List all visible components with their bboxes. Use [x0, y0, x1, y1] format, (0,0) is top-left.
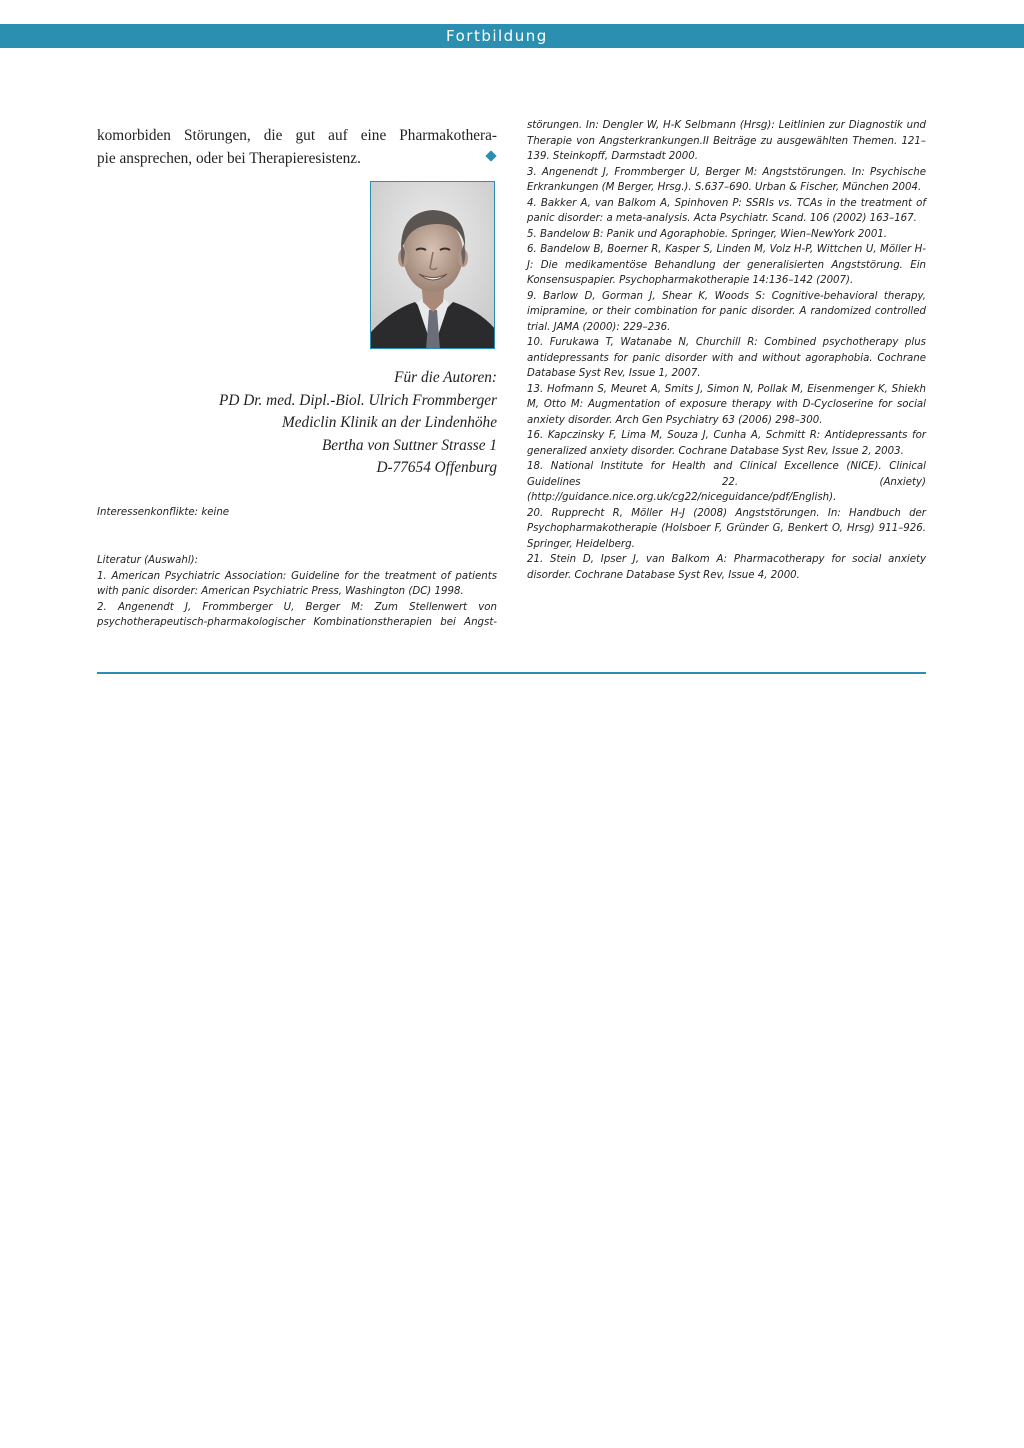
address-line: Für die Autoren: [394, 369, 497, 386]
reference-item: 18. National Institute for Health and Clinical Excellence (NICE). Clinical Guidelines 22. (Anxiety) (http://guidance.nice.org.uk/cg22/niceguidance/pdf/English). [527, 461, 926, 503]
reference-item: 13. Hofmann S, Meuret A, Smits J, Simon N, Pollak M, Eisenmenger K, Shiekh M, Otto M: Augmentation of exposure therapy with D-Cycloserine for social anxiety disorder. Arch Gen Psychiatry 63 (2006) 298–300. [527, 383, 926, 426]
literature-heading: Literatur (Auswahl): [97, 555, 199, 566]
left-column [97, 124, 497, 628]
conflict-of-interest: Interessenkonflikte: keine [97, 507, 230, 518]
header-bar [0, 24, 1024, 48]
body-line: komorbiden Störungen, die gut auf eine Pharmakothera- [97, 127, 497, 144]
reference-item: 2. Angenendt J, Frommberger U, Berger M: Zum Stellenwert von psychotherapeutisch-pharmakologischer Kombinationstherapien bei Angst- [97, 601, 497, 628]
section-title: Fortbildung [446, 27, 548, 45]
literature-left [97, 553, 497, 631]
reference-item: 6. Bandelow B, Boerner R, Kasper S, Linden M, Volz H-P, Wittchen U, Möller H-J: Die medikamentöse Behandlung der generalisierten Angststörung. Ein Konsensuspapier. Psychopharmakotherapie 14:136–142 (2007). [527, 244, 926, 286]
reference-item: 9. Barlow D, Gorman J, Shear K, Woods S: Cognitive-behavioral therapy, imipramine, or their combination for panic disorder. A randomized controlled trial. JAMA (2000): 229–236. [527, 290, 926, 333]
reference-item: 1. American Psychiatric Association: Guideline for the treatment of patients with panic disorder: American Psychiatric Press, Washington (DC) 1998. [97, 570, 497, 597]
footer-rule [97, 672, 926, 674]
end-of-article-diamond-icon [485, 150, 496, 161]
reference-item: 5. Bandelow B: Panik und Agoraphobie. Springer, Wien–NewYork 2001. [527, 228, 888, 240]
reference-item: störungen. In: Dengler W, H-K Selbmann (Hrsg): Leitlinien zur Diagnostik und Therapie von Angsterkrankungen.II Beiträge zu ausgewählten Themen. 121–139. Steinkopff, Darmstadt 2000. [527, 120, 926, 162]
author-address [97, 367, 497, 480]
body-last-line [97, 147, 497, 170]
reference-item: 3. Angenendt J, Frommberger U, Berger M: Angststörungen. In: Psychische Erkrankungen (M Berger, Hrsg.). S.637–690. Urban & Fischer, München 2004. [527, 166, 926, 193]
reference-item: 20. Rupprecht R, Möller H-J (2008) Angststörungen. In: Handbuch der Psychopharmakotherapie (Holsboer F, Gründer G, Benkert O, Hrsg) 911–926. Springer, Heidelberg. [527, 507, 926, 550]
body-line: pie ansprechen, oder bei Therapieresistenz. [97, 150, 361, 167]
reference-item: 10. Furukawa T, Watanabe N, Churchill R: Combined psychotherapy plus antidepressants for panic disorder with and without agoraphobia. Cochrane Database Syst Rev, Issue 1, 2007. [527, 337, 926, 379]
reference-item: 21. Stein D, Ipser J, van Balkom A: Pharmacotherapy for social anxiety disorder. Cochrane Database Syst Rev, Issue 4, 2000. [527, 554, 926, 581]
literature-right [527, 118, 926, 583]
portrait-illustration [371, 182, 495, 349]
reference-item: 16. Kapczinsky F, Lima M, Souza J, Cunha A, Schmitt R: Antidepressants for generalized anxiety disorder. Cochrane Database Syst Rev, Issue 2, 2003. [527, 430, 926, 457]
address-line: D-77654 Offenburg [376, 459, 497, 476]
address-line: Mediclin Klinik an der Lindenhöhe [282, 414, 497, 431]
author-photo [370, 181, 495, 349]
address-line: Bertha von Suttner Strasse 1 [321, 436, 497, 454]
address-line: PD Dr. med. Dipl.-Biol. Ulrich Frommberger [218, 391, 497, 409]
reference-item: 4. Bakker A, van Balkom A, Spinhoven P: SSRIs vs. TCAs in the treatment of panic disorder: a meta-analysis. Acta Psychiatr. Scand. 106 (2002) 163–167. [527, 197, 926, 224]
body-paragraph [97, 124, 497, 170]
